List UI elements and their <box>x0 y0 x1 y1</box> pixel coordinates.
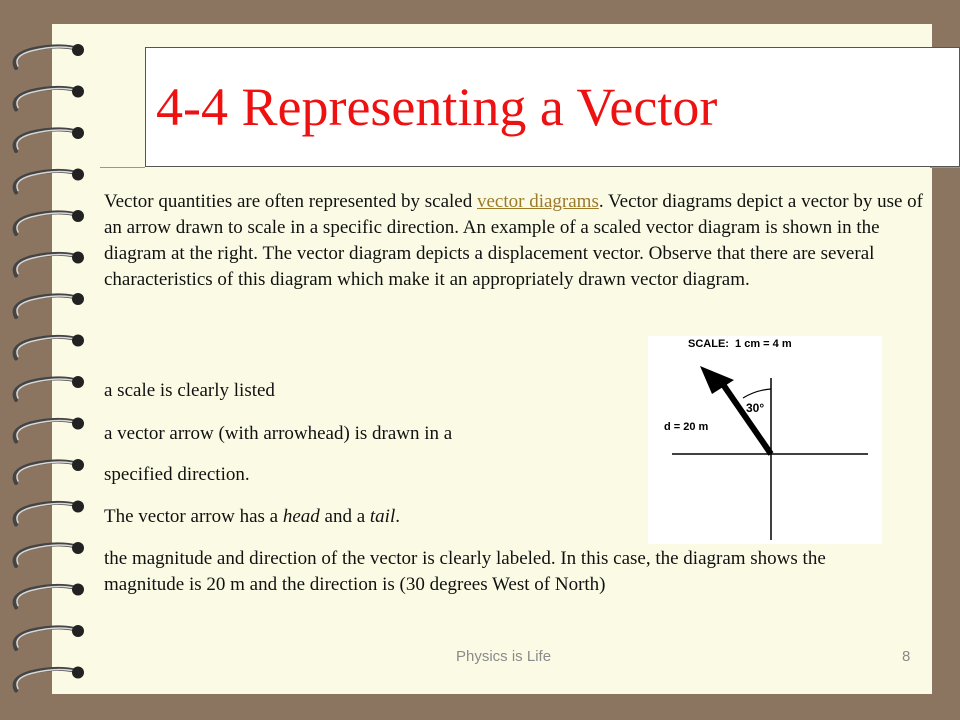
magnitude-label: d = 20 m <box>664 421 709 433</box>
intro-text-start: Vector quantities are often represented by scaled <box>104 191 477 212</box>
item-magnitude: the magnitude and direction of the vector is clearly labeled. In this case, the diagram shows the magnitude is 20 m and the direction is (30 degrees West of North) <box>104 548 826 595</box>
title-rule-right <box>930 167 960 168</box>
page-number: 8 <box>902 648 911 665</box>
vector-shaft <box>720 380 771 454</box>
scale-label: SCALE: 1 cm = 4 m <box>688 338 792 350</box>
binding-ring <box>15 252 84 276</box>
intro-paragraph <box>104 189 924 293</box>
head-tail-pre: The vector arrow has a <box>104 506 283 527</box>
spiral-binding <box>0 0 110 720</box>
binding-ring <box>15 210 84 234</box>
slide-title: 4-4 Representing a Vector <box>156 77 718 137</box>
binding-ring <box>15 44 84 68</box>
binding-ring <box>15 169 84 193</box>
binding-ring <box>15 127 84 151</box>
and-word: and a <box>319 506 370 527</box>
binding-ring <box>15 418 84 442</box>
angle-label: 30° <box>746 401 765 415</box>
vector-diagram <box>648 336 882 544</box>
binding-ring <box>15 667 84 691</box>
binding-ring <box>15 376 84 400</box>
tail-word: tail <box>369 506 396 527</box>
binding-ring <box>15 501 84 525</box>
binding-ring <box>15 542 84 566</box>
binding-ring <box>15 86 84 110</box>
vector-diagrams-link[interactable]: vector diagrams <box>476 191 599 212</box>
item-head-tail <box>104 504 400 530</box>
item-arrow: a vector arrow (with arrowhead) is drawn in a <box>104 423 453 444</box>
binding-ring <box>15 293 84 317</box>
binding-ring <box>15 459 84 483</box>
intro-text-end: . Vector diagrams depict a vector by use of an arrow drawn to scale in a specific direction. An example of a scaled vector diagram is shown in the diagram at the right. The vector diagram depicts a displacement vector. Observe that there are several characteristics of this diagram which make it an appropriately drawn vector diagram. <box>104 191 923 290</box>
binding-ring <box>15 625 84 649</box>
binding-ring <box>15 335 84 359</box>
item-direction: specified direction. <box>104 464 250 485</box>
item-scale: a scale is clearly listed <box>104 380 275 401</box>
head-tail-period: . <box>395 506 400 527</box>
angle-arc <box>743 389 771 398</box>
binding-ring <box>15 584 84 608</box>
title-box <box>145 47 960 167</box>
title-rule-left <box>100 167 145 168</box>
head-word: head <box>282 506 320 527</box>
footer-title: Physics is Life <box>456 648 552 665</box>
